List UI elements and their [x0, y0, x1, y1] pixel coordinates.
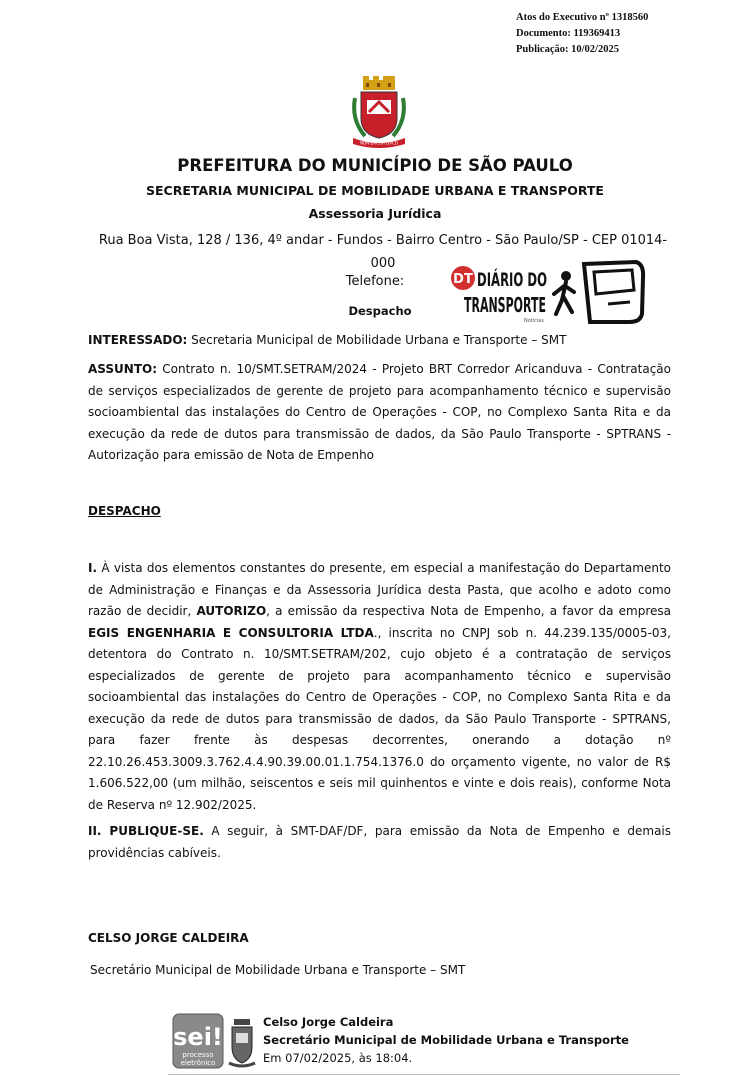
watermark-sub: Notícias — [524, 318, 544, 324]
signatory-name: CELSO JORGE CALDEIRA — [88, 931, 249, 945]
item-one-text-2: , a emissão da respectiva Nota de Empenho, a favor da empresa — [266, 604, 671, 618]
item-one-text-1: À vista dos elementos constantes do presente, em especial a manifestação do Departamento de Administração e Finanças e da Assessoria Jurídica desta Pasta, que acolho e adoto como razão de decidir, — [88, 561, 671, 618]
subject-label: ASSUNTO: — [88, 362, 158, 376]
esign-date: Em 07/02/2025, às 18:04. — [263, 1051, 413, 1065]
svg-text:sei!: sei! — [173, 1023, 223, 1051]
watermark-line2: TRANSPORTE — [464, 293, 546, 317]
address: Rua Boa Vista, 128 / 136, 4º andar - Fundos - Bairro Centro - São Paulo/SP - CEP 01014-000 — [98, 233, 668, 271]
sei-logo — [172, 1013, 258, 1071]
esign-role: Secretário Municipal de Mobilidade Urbana e Transporte — [263, 1033, 629, 1047]
esign-name: Celso Jorge Caldeira — [263, 1015, 394, 1029]
publication-meta — [516, 10, 648, 58]
interested-label: INTERESSADO: — [88, 333, 188, 347]
interested-text: Secretaria Municipal de Mobilidade Urbana e Transporte – SMT — [187, 333, 567, 347]
company-name: EGIS ENGENHARIA E CONSULTORIA LTDA — [88, 625, 374, 640]
secretariat-title: SECRETARIA MUNICIPAL DE MOBILIDADE URBANA E TRANSPORTE — [146, 183, 604, 198]
subject-text: Contrato n. 10/SMT.SETRAM/2024 - Projeto BRT Corredor Aricanduva - Contratação de serviços especializados de gerente de projeto para acompanhamento técnico e supervisão socioambiental das instalações do Centro de Operações - COP, no Complexo Santa Rita e da execução da rede de dutos para transmissão de dados, da São Paulo Transporte - SPTRANS - Autorização para emissão de Nota de Empenho — [88, 362, 671, 462]
document-number: Documento: 119369413 — [516, 28, 621, 39]
item-two-label: II. PUBLIQUE-SE. — [88, 824, 204, 838]
city-coat-of-arms — [349, 76, 409, 150]
watermark-line1: DIÁRIO DO — [477, 269, 591, 291]
signature-text — [263, 1013, 629, 1067]
item-one-text-3: ., inscrita no CNPJ sob n. 44.239.135/0005-03, detentora do Contrato n. 10/SMT.SETRAM/202, cujo objeto é a contratação de serviços especializados de gerente de projeto para acompanhamento técnico e supervisão socioambiental das instalações do Centro de Operações - COP, no Complexo Santa Rita e da execução da rede de dutos para transmissão de dados, da São Paulo Transporte - SPTRANS, para fazer frente às despesas decorrentes, onerando a dotação nº 22.10.26.453.3009.3.762.4.4.90.39.00.01.1.754.1376.0 do orçamento vigente, no valor de R$ 1.606.522,00 (um milhão, seiscentos e seis mil quinhentos e vinte e dois reais), conforme Nota de Reserva nº 12.902/2025. — [88, 625, 671, 812]
signatory-role: Secretário Municipal de Mobilidade Urbana e Transporte – SMT — [90, 963, 466, 977]
atos-number: Atos do Executivo nº 1318560 — [516, 12, 649, 23]
item-one-paragraph — [88, 558, 671, 816]
department-title: Assessoria Jurídica — [308, 206, 442, 221]
interested-party — [88, 330, 671, 352]
item-one-number: I. — [88, 561, 98, 575]
svg-text:eletrônico: eletrônico — [180, 1059, 216, 1067]
authorize-keyword: AUTORIZO — [196, 604, 267, 618]
item-two-paragraph — [88, 821, 671, 864]
svg-text:NON DVCOR DVCO: NON DVCOR DVCO — [360, 140, 398, 146]
document-type: Despacho — [348, 304, 412, 318]
diario-do-transporte-watermark — [444, 256, 646, 326]
svg-text:processo: processo — [182, 1051, 214, 1059]
electronic-signature-block — [168, 1011, 680, 1075]
subject-paragraph — [88, 359, 671, 467]
despacho-title: DESPACHO — [88, 504, 161, 518]
watermark-badge: DT — [453, 272, 473, 287]
org-title: PREFEITURA DO MUNICÍPIO DE SÃO PAULO — [177, 156, 573, 175]
item-two-text: A seguir, à SMT-DAF/DF, para emissão da Nota de Empenho e demais providências cabíveis. — [88, 824, 672, 860]
telephone-label: Telefone: — [345, 274, 405, 289]
publication-date: Publicação: 10/02/2025 — [516, 44, 619, 55]
despacho-heading — [88, 501, 671, 523]
